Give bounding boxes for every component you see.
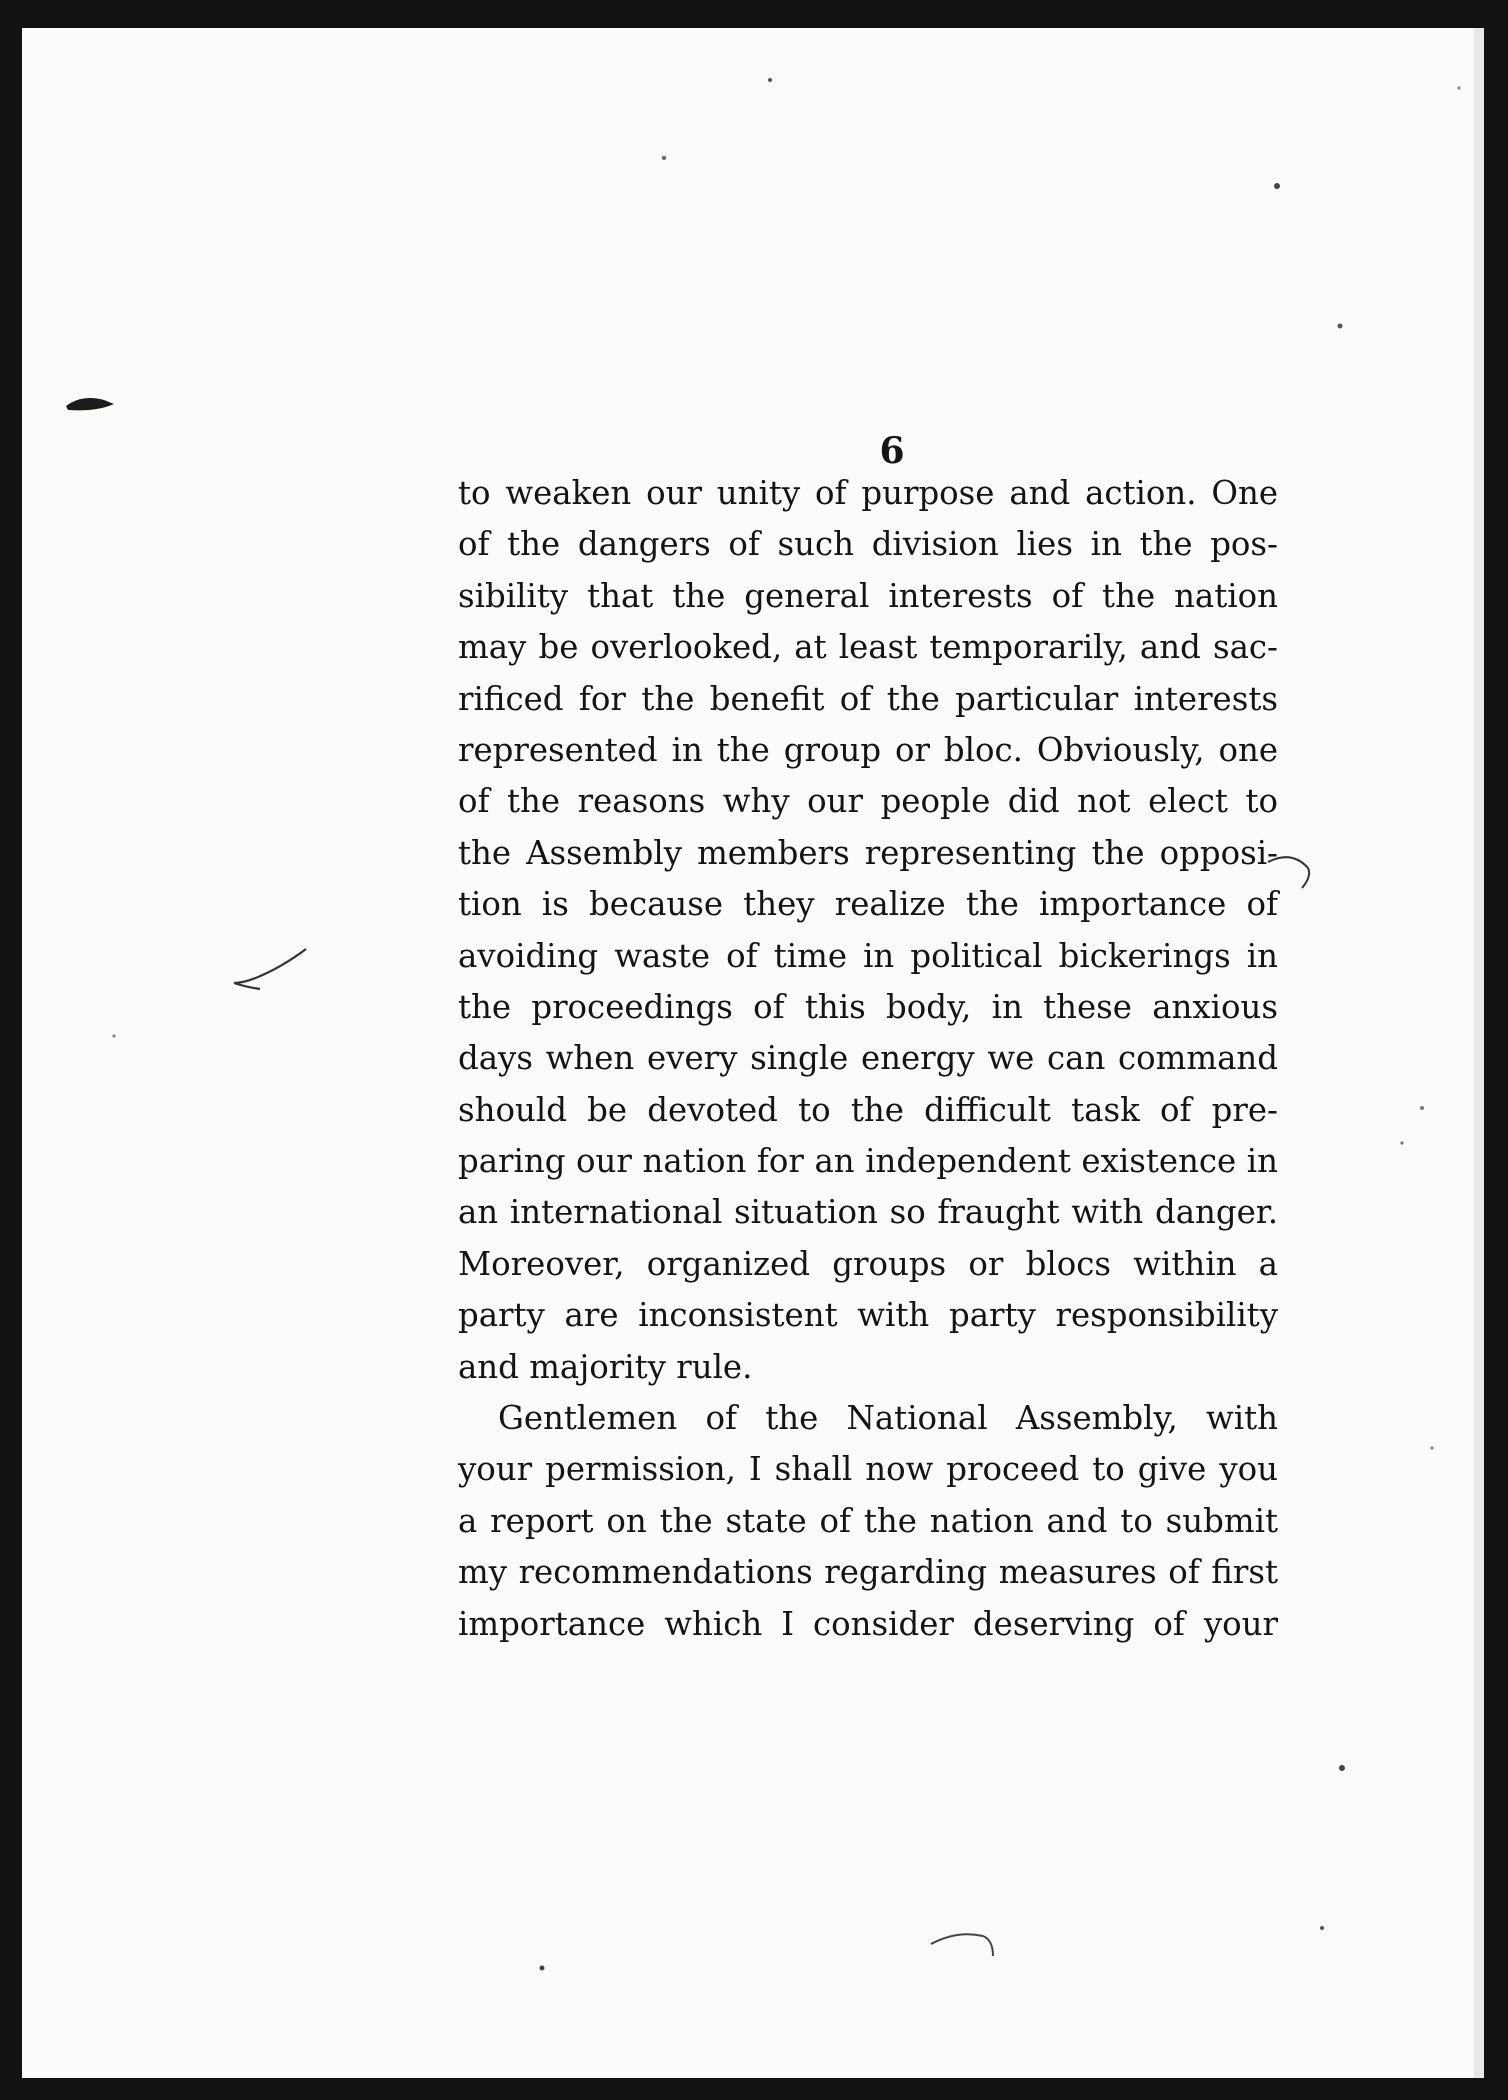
text-line: to weaken our unity of purpose and action. One xyxy=(458,474,1278,512)
text-line: the proceedings of this body, in these anxious xyxy=(458,987,1278,1026)
text-line: avoiding waste of time in political bickerings in xyxy=(458,936,1278,975)
text-line: Moreover, organized groups or blocs within a xyxy=(458,1244,1278,1283)
text-line: may be overlooked, at least temporarily, and sac- xyxy=(458,628,1278,667)
text-line: the Assembly members representing the opposi- xyxy=(458,833,1278,872)
text-line: a report on the state of the nation and to submit xyxy=(458,1501,1278,1540)
text-line: days when every single energy we can command xyxy=(458,1039,1278,1078)
text-line: Gentlemen of the National Assembly, with xyxy=(498,1399,1278,1438)
text-line: rificed for the benefit of the particular interests xyxy=(458,679,1278,718)
text-line: and majority rule. xyxy=(458,1347,753,1386)
page-number: 6 xyxy=(879,430,905,472)
text-line: should be devoted to the difficult task of pre- xyxy=(458,1090,1278,1129)
text-line: of the dangers of such division lies in the pos- xyxy=(458,525,1278,564)
text-line: my recommendations regarding measures of first xyxy=(458,1553,1278,1592)
text-line: your permission, I shall now proceed to give you xyxy=(458,1450,1278,1489)
text-line: of the reasons why our people did not elect to xyxy=(458,782,1278,821)
pencil-curve-mark xyxy=(927,1926,1007,1966)
scan-blot-left xyxy=(62,388,122,418)
text-line: tion is because they realize the importance of xyxy=(458,885,1278,924)
text-line: party are inconsistent with party responsibility xyxy=(458,1296,1278,1335)
text-line: importance which I consider deserving of your xyxy=(458,1604,1278,1643)
paragraph-2 xyxy=(458,1393,1278,1650)
text-line: sibility that the general interests of the nation xyxy=(458,576,1278,615)
text-line: represented in the group or bloc. Obviously, one xyxy=(458,730,1278,769)
body-text xyxy=(458,468,1278,1650)
text-line: an international situation so fraught with danger. xyxy=(458,1193,1278,1232)
pencil-check-mark xyxy=(222,943,312,1003)
paragraph-1 xyxy=(458,468,1278,1393)
text-line: paring our nation for an independent existence in xyxy=(458,1142,1278,1181)
